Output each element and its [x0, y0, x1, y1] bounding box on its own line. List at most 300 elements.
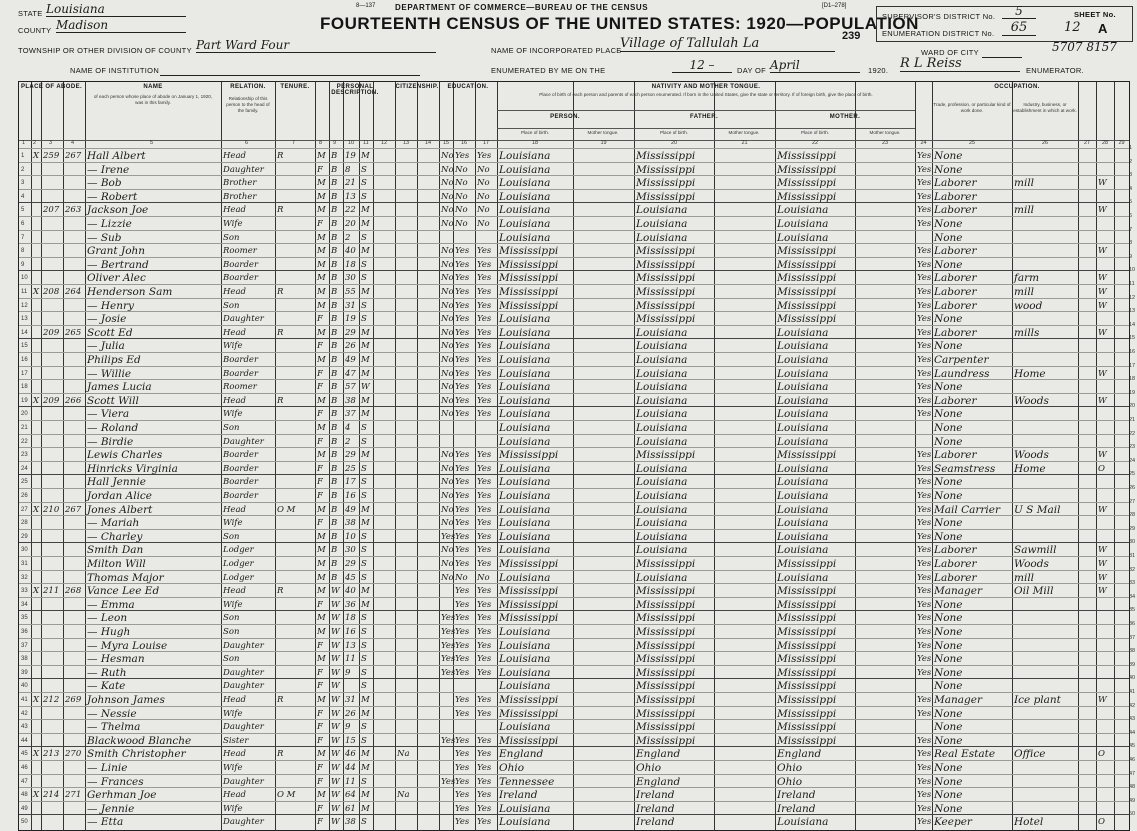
cell-mark: X	[33, 504, 40, 515]
column-number: 3	[49, 140, 53, 146]
cell-line: 47	[21, 778, 28, 785]
cell-m-birth: Mississippi	[777, 694, 837, 706]
cell-birth: Mississippi	[499, 612, 559, 625]
cell-race: B	[331, 287, 338, 297]
cell-sex: M	[317, 545, 326, 556]
group-tenure: TENURE.	[280, 84, 310, 90]
cell-write: Yes	[477, 151, 492, 161]
cell-trade: None	[934, 721, 963, 734]
cell-m-birth: Louisiana	[777, 381, 829, 394]
cell-english: Yes	[917, 531, 932, 542]
cell-school: Yes	[441, 735, 456, 746]
cell-age: 45	[345, 572, 356, 583]
cell-f-birth: Mississippi	[636, 258, 696, 271]
cell-sex: F	[317, 436, 323, 447]
cell-trade: None	[934, 707, 963, 720]
cell-f-birth: Mississippi	[636, 721, 696, 734]
cell-english: Yes	[917, 151, 932, 161]
cell-trade: Carpenter	[934, 354, 989, 366]
cell-m-birth: Louisiana	[777, 408, 829, 421]
cell-english: Yes	[917, 518, 932, 529]
county-value: Madison	[56, 18, 186, 33]
cell-f-birth: Louisiana	[636, 490, 688, 502]
cell-school: No	[441, 572, 454, 583]
cell-age: 57	[345, 382, 356, 393]
cell-name: — Henry	[87, 299, 134, 312]
cell-birth: Louisiana	[499, 313, 551, 326]
institution-line	[160, 74, 420, 76]
cell-sex: F	[317, 477, 323, 488]
cell-trade: None	[934, 490, 963, 502]
cell-birth: Louisiana	[499, 326, 551, 339]
cell-name: Hall Albert	[87, 150, 146, 162]
cell-birth: Mississippi	[499, 299, 559, 312]
cell-dwelling	[43, 815, 62, 830]
cell-english: Yes	[917, 246, 932, 257]
cell-english: Yes	[917, 491, 932, 501]
group-citizenship: CITIZENSHIP.	[395, 84, 439, 90]
cell-relation: Daughter	[223, 640, 264, 651]
cell-read: Yes	[455, 409, 470, 420]
cell-relation: Roomer	[223, 382, 257, 393]
cell-english: Yes	[917, 463, 932, 474]
cell-f-birth: England	[636, 748, 681, 761]
name-description: of each person whose place of abode on January 1, 1920, was in this family.	[93, 94, 213, 105]
cell-line: 30	[21, 547, 28, 554]
margin-line-number: 46	[1129, 757, 1136, 763]
cell-relation: Lodger	[223, 545, 254, 556]
cell-write: Yes	[477, 327, 492, 338]
margin-line-number: 30	[1129, 539, 1136, 546]
cell-birth: Louisiana	[499, 571, 551, 584]
cell-age: 16	[345, 627, 356, 637]
cell-line: 39	[21, 669, 28, 676]
cell-sex: F	[317, 341, 323, 352]
cell-sex: M	[317, 273, 326, 284]
margin-line-number: 34	[1129, 593, 1136, 600]
cell-age: 25	[345, 463, 356, 474]
cell-english: Yes	[917, 395, 932, 406]
cell-sex: M	[317, 395, 326, 406]
cell-english: Yes	[917, 790, 932, 801]
cell-write: Yes	[477, 463, 492, 474]
cell-f-birth: Louisiana	[636, 435, 688, 448]
cell-name: — Sub	[87, 231, 122, 244]
cell-relation: Head	[223, 151, 246, 161]
cell-relation: Boarder	[223, 355, 259, 365]
cell-race: B	[331, 300, 338, 311]
column-number: 26	[1042, 140, 1049, 146]
cell-trade: Laborer	[934, 272, 977, 285]
margin-line-number: 43	[1129, 716, 1136, 723]
cell-class: O	[1098, 749, 1105, 760]
cell-read: Yes	[455, 518, 470, 529]
cell-write: Yes	[477, 763, 492, 773]
cell-m-birth: Mississippi	[777, 245, 837, 258]
cell-school: No	[441, 491, 454, 501]
cell-dwelling: 213	[43, 749, 60, 760]
cell-read: Yes	[455, 259, 470, 270]
cell-race: W	[331, 749, 340, 760]
cell-birth: Louisiana	[499, 354, 551, 366]
cell-trade: Laborer	[934, 394, 977, 407]
cell-f-birth: Louisiana	[636, 394, 688, 407]
cell-read: Yes	[455, 463, 470, 474]
margin-line-number: 39	[1129, 661, 1136, 668]
margin-line-number: 47	[1129, 770, 1136, 777]
cell-name: Scott Ed	[87, 326, 133, 339]
cell-citizen: Na	[397, 749, 410, 760]
cell-citizen: Na	[397, 790, 410, 801]
cell-age: 30	[345, 545, 356, 556]
column-number: 11	[363, 140, 369, 146]
cell-name: — Myra Louise	[87, 639, 168, 652]
cell-sex: M	[317, 531, 326, 542]
sheet-label: SHEET No.	[1074, 10, 1116, 19]
cell-english: Yes	[917, 273, 932, 284]
cell-school: No	[441, 287, 454, 297]
cell-line: 7	[21, 234, 25, 241]
cell-name: Hall Jennie	[87, 476, 146, 489]
cell-birth: Louisiana	[499, 367, 551, 380]
margin-line-number: 32	[1129, 566, 1136, 573]
cell-m-birth: Louisiana	[777, 340, 829, 353]
cell-tenure: R	[277, 151, 284, 161]
cell-line: 43	[21, 724, 28, 731]
cell-class: W	[1098, 300, 1107, 311]
cell-sex: F	[317, 667, 323, 678]
cell-m-birth: Louisiana	[777, 422, 829, 434]
cell-relation: Boarder	[223, 368, 259, 379]
cell-sex: F	[317, 409, 323, 420]
cell-marital: S	[361, 436, 367, 447]
cell-school: No	[441, 463, 454, 474]
cell-race: W	[331, 735, 340, 746]
cell-sex: F	[317, 640, 323, 651]
cell-age: 9	[345, 722, 351, 733]
cell-write: Yes	[477, 654, 492, 665]
cell-school: No	[441, 191, 454, 202]
cell-race: W	[331, 817, 340, 828]
cell-race: W	[331, 640, 340, 651]
cell-age: 21	[345, 178, 356, 189]
cell-school: No	[441, 314, 454, 325]
cell-name: Jones Albert	[87, 503, 153, 516]
cell-read: Yes	[455, 477, 470, 488]
cell-name: Jackson Joe	[87, 204, 149, 217]
cell-write: Yes	[477, 287, 492, 297]
cell-f-birth: Mississippi	[636, 245, 696, 258]
cell-age: 29	[345, 450, 356, 461]
cell-school	[441, 815, 452, 830]
cell-m-birth: Ohio	[777, 762, 803, 774]
cell-mark	[33, 815, 40, 830]
cell-read: Yes	[455, 300, 470, 311]
cell-write: Yes	[477, 259, 492, 270]
cell-mark: X	[33, 695, 40, 705]
cell-f-birth: Louisiana	[636, 231, 688, 244]
cell-age: 47	[345, 368, 356, 379]
cell-read: Yes	[455, 640, 470, 651]
cell-line: 21	[21, 425, 28, 431]
cell-race: B	[331, 368, 338, 379]
cell-m-birth: Mississippi	[777, 313, 837, 326]
cell-citizen	[397, 815, 416, 830]
cell-age: 2	[345, 436, 351, 447]
cell-english: Yes	[917, 382, 932, 393]
cell-trade: None	[934, 530, 963, 543]
cell-age: 31	[345, 695, 356, 705]
cell-write: Yes	[477, 355, 492, 365]
group-personal-description: PERSONAL DESCRIPTION.	[331, 84, 379, 96]
cell-race: B	[331, 273, 338, 284]
cell-read: No	[455, 572, 468, 583]
cell-english: Yes	[917, 559, 932, 569]
cell-f-birth: Mississippi	[636, 585, 696, 598]
cell-relation: Son	[223, 423, 240, 433]
cell-age: 19	[345, 314, 356, 325]
cell-class: W	[1098, 450, 1107, 461]
cell-line: 2	[21, 166, 25, 173]
cell-dwelling: 259	[43, 151, 60, 161]
cell-write: Yes	[477, 504, 492, 515]
cell-sex: M	[317, 586, 326, 597]
township-label: TOWNSHIP OR OTHER DIVISION OF COUNTY	[18, 46, 192, 55]
cell-age: 13	[345, 640, 356, 651]
cell-m-birth: Mississippi	[777, 299, 837, 312]
cell-school: No	[441, 395, 454, 406]
department-line: DEPARTMENT OF COMMERCE—BUREAU OF THE CENSUS	[395, 3, 649, 12]
cell-age: 19	[345, 151, 356, 161]
cell-marital: S	[361, 667, 367, 678]
cell-birth: Mississippi	[499, 734, 559, 747]
cell-age: 40	[345, 586, 356, 597]
cell-read: Yes	[455, 314, 470, 325]
cell-f-birth: Mississippi	[636, 177, 696, 190]
state-value: Louisiana	[46, 2, 186, 17]
cell-dwelling: 211	[43, 586, 60, 597]
cell-read: Yes	[455, 667, 470, 678]
cell-line: 44	[21, 737, 28, 744]
cell-school: No	[441, 355, 454, 365]
cell-age: 15	[345, 735, 356, 746]
margin-line-number: 13	[1129, 308, 1136, 315]
sheet-number: 12	[1064, 20, 1081, 35]
cell-birth: Louisiana	[499, 394, 551, 407]
cell-relation: Lodger	[223, 572, 254, 583]
institution-label: NAME OF INSTITUTION	[70, 66, 160, 75]
cell-english: Yes	[917, 504, 932, 515]
person-birth-header: Place of birth.	[520, 130, 550, 135]
cell-race: B	[331, 178, 338, 189]
cell-marital: S	[361, 273, 367, 284]
cell-m-birth: Mississippi	[777, 150, 837, 162]
cell-f-birth: Mississippi	[636, 558, 696, 570]
cell-line: 28	[21, 520, 28, 527]
cell-trade: Mail Carrier	[934, 503, 1000, 516]
cell-write: Yes	[477, 599, 492, 610]
column-number: 6	[245, 140, 249, 146]
cell-f-birth: England	[636, 775, 681, 788]
cell-class: W	[1098, 504, 1107, 515]
cell-line: 18	[21, 384, 28, 391]
cell-race: W	[331, 695, 340, 705]
cell-m-birth: Louisiana	[777, 354, 829, 366]
cell-trade: None	[934, 258, 963, 271]
column-number: 17	[483, 140, 490, 146]
cell-f-birth: Louisiana	[636, 422, 688, 434]
cell-name: Gerhman Joe	[87, 789, 157, 802]
cell-family: 269	[65, 695, 82, 705]
cell-birth: Louisiana	[499, 721, 551, 734]
cell-line: 4	[21, 193, 25, 200]
cell-write: No	[477, 205, 490, 216]
person-tongue-header: Mother tongue.	[587, 130, 619, 135]
cell-birth: Louisiana	[499, 435, 551, 448]
page-stamp: 239	[842, 30, 861, 42]
cell-sex: M	[317, 300, 326, 311]
cell-name: — Mariah	[87, 517, 140, 530]
cell-m-birth: Ohio	[777, 775, 803, 788]
cell-f-birth: Louisiana	[636, 476, 688, 489]
cell-birth: Louisiana	[499, 476, 551, 489]
cell-read: Yes	[455, 790, 470, 801]
cell-name: — Birdie	[87, 435, 134, 448]
cell-name: — Thelma	[87, 721, 141, 734]
cell-trade: None	[934, 775, 963, 788]
cell-trade: Laborer	[934, 245, 977, 258]
cell-name: Smith Dan	[87, 544, 144, 557]
cell-class: W	[1098, 287, 1107, 297]
cell-write: Yes	[477, 559, 492, 569]
cell-trade: Laborer	[934, 544, 977, 557]
cell-relation: Head	[223, 504, 246, 515]
cell-write: Yes	[477, 518, 492, 529]
cell-f-birth: Mississippi	[636, 694, 696, 706]
cell-class: W	[1098, 368, 1107, 379]
cell-m-birth: Mississippi	[777, 190, 837, 203]
cell-line: 41	[21, 697, 28, 703]
cell-tenure: R	[277, 205, 284, 216]
cell-sex: M	[317, 205, 326, 216]
cell-marital: M	[361, 708, 370, 719]
enumeration-number: 65	[1002, 20, 1036, 36]
cell-read: Yes	[455, 735, 470, 746]
cell-school: Yes	[441, 613, 456, 624]
cell-trade: Keeper	[934, 816, 972, 829]
cell-write: Yes	[477, 735, 492, 746]
cell-birth: Tennessee	[499, 775, 555, 788]
cell-school: No	[441, 259, 454, 270]
cell-sex: M	[317, 749, 326, 760]
cell-class: O	[1098, 817, 1105, 828]
cell-line: 16	[21, 357, 28, 363]
cell-english: Yes	[917, 817, 932, 828]
cell-english: Yes	[917, 300, 932, 311]
cell-trade: Seamstress	[934, 462, 996, 475]
cell-trade: None	[934, 653, 963, 666]
cell-birth: Louisiana	[499, 408, 551, 421]
cell-marital: M	[361, 151, 370, 161]
cell-line: 23	[21, 452, 28, 459]
cell-marital: M	[361, 287, 370, 297]
cell-name: — Hesman	[87, 653, 145, 666]
cell-birth: Mississippi	[499, 598, 559, 611]
page-title: FOURTEENTH CENSUS OF THE UNITED STATES: 1920—POPULATION	[320, 14, 919, 33]
header-rule	[497, 110, 915, 111]
margin-line-number: 4	[1129, 185, 1133, 192]
cell-line: 3	[21, 180, 25, 187]
cell-school: No	[441, 504, 454, 515]
cell-m-birth: Louisiana	[777, 204, 829, 217]
cell-trade: None	[934, 150, 963, 162]
subgroup-person: PERSON.	[550, 114, 580, 120]
cell-mark: X	[33, 151, 40, 161]
cell-read: Yes	[455, 613, 470, 624]
cell-f-birth: Mississippi	[636, 666, 696, 679]
cell-read: Yes	[455, 654, 470, 665]
cell-english: Yes	[917, 205, 932, 216]
cell-m-birth: Louisiana	[777, 394, 829, 407]
cell-family	[65, 815, 84, 830]
cell-sex: M	[317, 654, 326, 665]
cell-trade: None	[934, 476, 963, 489]
cell-m-birth: Mississippi	[777, 449, 837, 462]
cell-trade: Real Estate	[934, 748, 996, 761]
cell-school: No	[441, 518, 454, 529]
cell-industry: mill	[1014, 286, 1035, 298]
column-number: 9	[333, 140, 337, 146]
cell-sex: F	[317, 722, 323, 733]
cell-trade: None	[934, 626, 963, 638]
cell-read: Yes	[455, 450, 470, 461]
cell-race: W	[331, 790, 340, 801]
cell-f-birth: Louisiana	[636, 340, 688, 353]
cell-sex: M	[317, 504, 326, 515]
cell-school: No	[441, 341, 454, 352]
cell-tenure: R	[277, 287, 284, 297]
cell-line: 46	[21, 765, 28, 771]
cell-marital: M	[361, 205, 370, 216]
cell-school: No	[441, 219, 454, 229]
cell-english: Yes	[917, 287, 932, 297]
cell-trade: Manager	[934, 585, 982, 598]
cell-write: Yes	[477, 790, 492, 801]
margin-line-number: 8	[1129, 240, 1133, 247]
cell-line: 42	[21, 710, 28, 717]
cell-read: Yes	[455, 708, 470, 719]
cell-name: — Linie	[87, 762, 128, 774]
cell-line: 19	[21, 397, 28, 404]
cell-birth: Louisiana	[499, 680, 551, 693]
cell-f-birth: Mississippi	[636, 653, 696, 666]
cell-class: W	[1098, 246, 1107, 257]
header-rule	[497, 128, 915, 129]
column-number: 14	[425, 140, 432, 146]
cell-race: B	[331, 395, 338, 406]
cell-sex: M	[317, 450, 326, 461]
cell-sex: M	[317, 151, 326, 161]
supervisor-label: SUPERVISOR'S DISTRICT No.	[882, 12, 996, 21]
cell-name: Oliver Alec	[87, 272, 146, 285]
cell-m-birth: Louisiana	[777, 218, 829, 230]
subgroup-mother: MOTHER.	[829, 114, 861, 120]
column-number: 16	[461, 140, 468, 146]
cell-marital: S	[361, 531, 367, 542]
cell-relation: Head	[223, 749, 246, 760]
cell-english: Yes	[917, 191, 932, 202]
cell-birth: Louisiana	[499, 517, 551, 530]
